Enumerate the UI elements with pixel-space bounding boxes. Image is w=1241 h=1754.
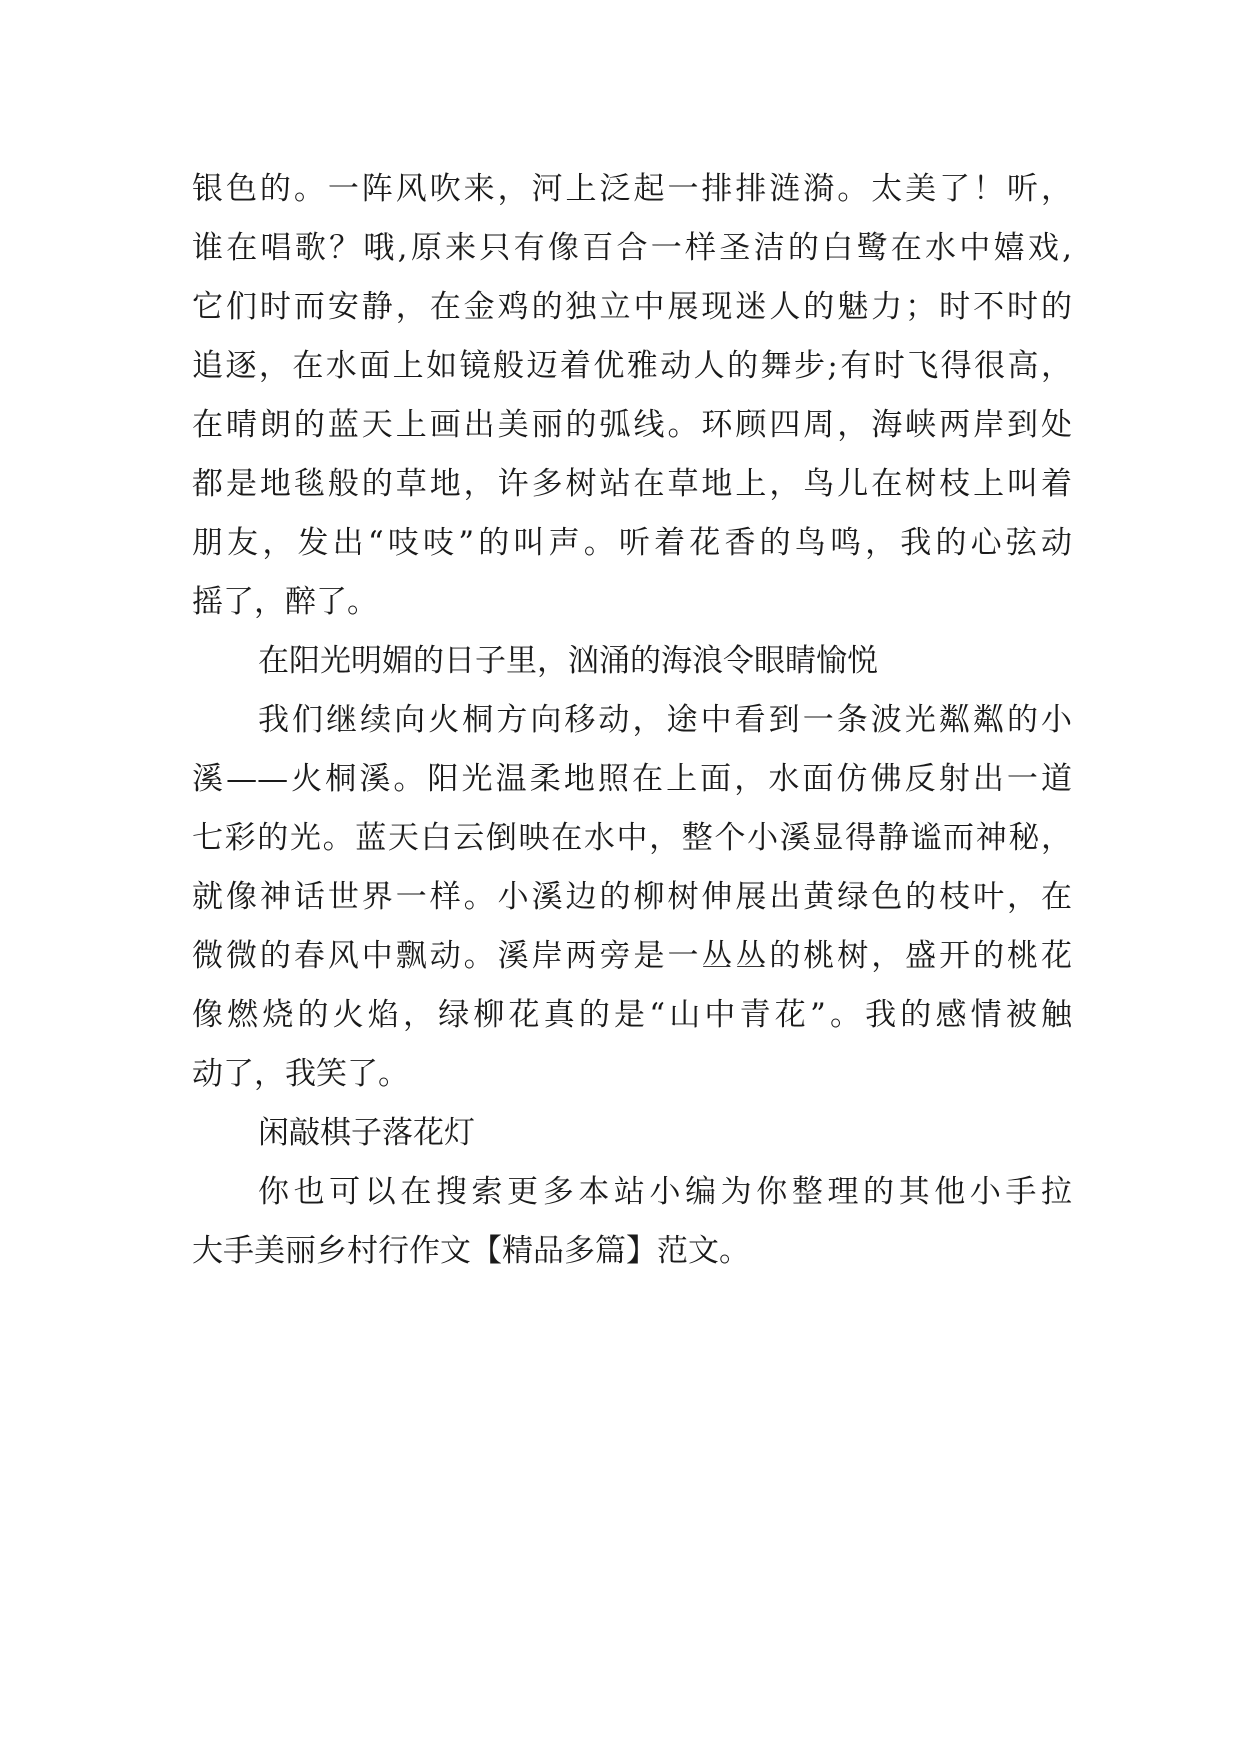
paragraph-1	[192, 160, 1072, 632]
text-line: 就像神话世界一样。小溪边的柳树伸展出黄绿色的枝叶，在	[192, 879, 1072, 915]
text-line: 像燃烧的火焰，绿柳花真的是“山中青花”。我的感情被触	[192, 997, 1072, 1033]
text-line: 在晴朗的蓝天上画出美丽的弧线。环顾四周，海峡两岸到处	[192, 407, 1072, 443]
text-line: 溪——火桐溪。阳光温柔地照在上面，水面仿佛反射出一道	[192, 761, 1072, 797]
text-line: 谁在唱歌？哦,原来只有像百合一样圣洁的白鹭在水中嬉戏,	[192, 230, 1072, 266]
text-line: 动了，我笑了。	[192, 1056, 409, 1092]
paragraph-heading-sunny-days	[192, 632, 1072, 691]
text-line: 在阳光明媚的日子里，汹涌的海浪令眼睛愉悦	[258, 643, 878, 679]
text-line: 你也可以在搜索更多本站小编为你整理的其他小手拉	[258, 1174, 1072, 1210]
text-line: 摇了，醉了。	[192, 584, 378, 620]
text-line: 它们时而安静，在金鸡的独立中展现迷人的魅力；时不时的	[192, 289, 1072, 325]
text-line: 银色的。一阵风吹来，河上泛起一排排涟漪。太美了！听，	[192, 171, 1072, 207]
text-line: 我们继续向火桐方向移动，途中看到一条波光粼粼的小	[258, 702, 1072, 738]
text-line: 朋友，发出“吱吱”的叫声。听着花香的鸟鸣，我的心弦动	[192, 525, 1072, 561]
paragraph-closing	[192, 1163, 1072, 1281]
text-line: 追逐，在水面上如镜般迈着优雅动人的舞步;有时飞得很高，	[192, 348, 1072, 384]
text-line: 大手美丽乡村行作文【精品多篇】范文。	[192, 1233, 750, 1269]
paragraph-2	[192, 691, 1072, 1104]
text-line: 微微的春风中飘动。溪岸两旁是一丛丛的桃树，盛开的桃花	[192, 938, 1072, 974]
paragraph-heading-chess	[192, 1104, 1072, 1163]
document-body	[192, 160, 1072, 1281]
text-line: 都是地毯般的草地，许多树站在草地上，鸟儿在树枝上叫着	[192, 466, 1072, 502]
text-line: 七彩的光。蓝天白云倒映在水中，整个小溪显得静谧而神秘，	[192, 820, 1072, 856]
text-line: 闲敲棋子落花灯	[258, 1115, 475, 1151]
